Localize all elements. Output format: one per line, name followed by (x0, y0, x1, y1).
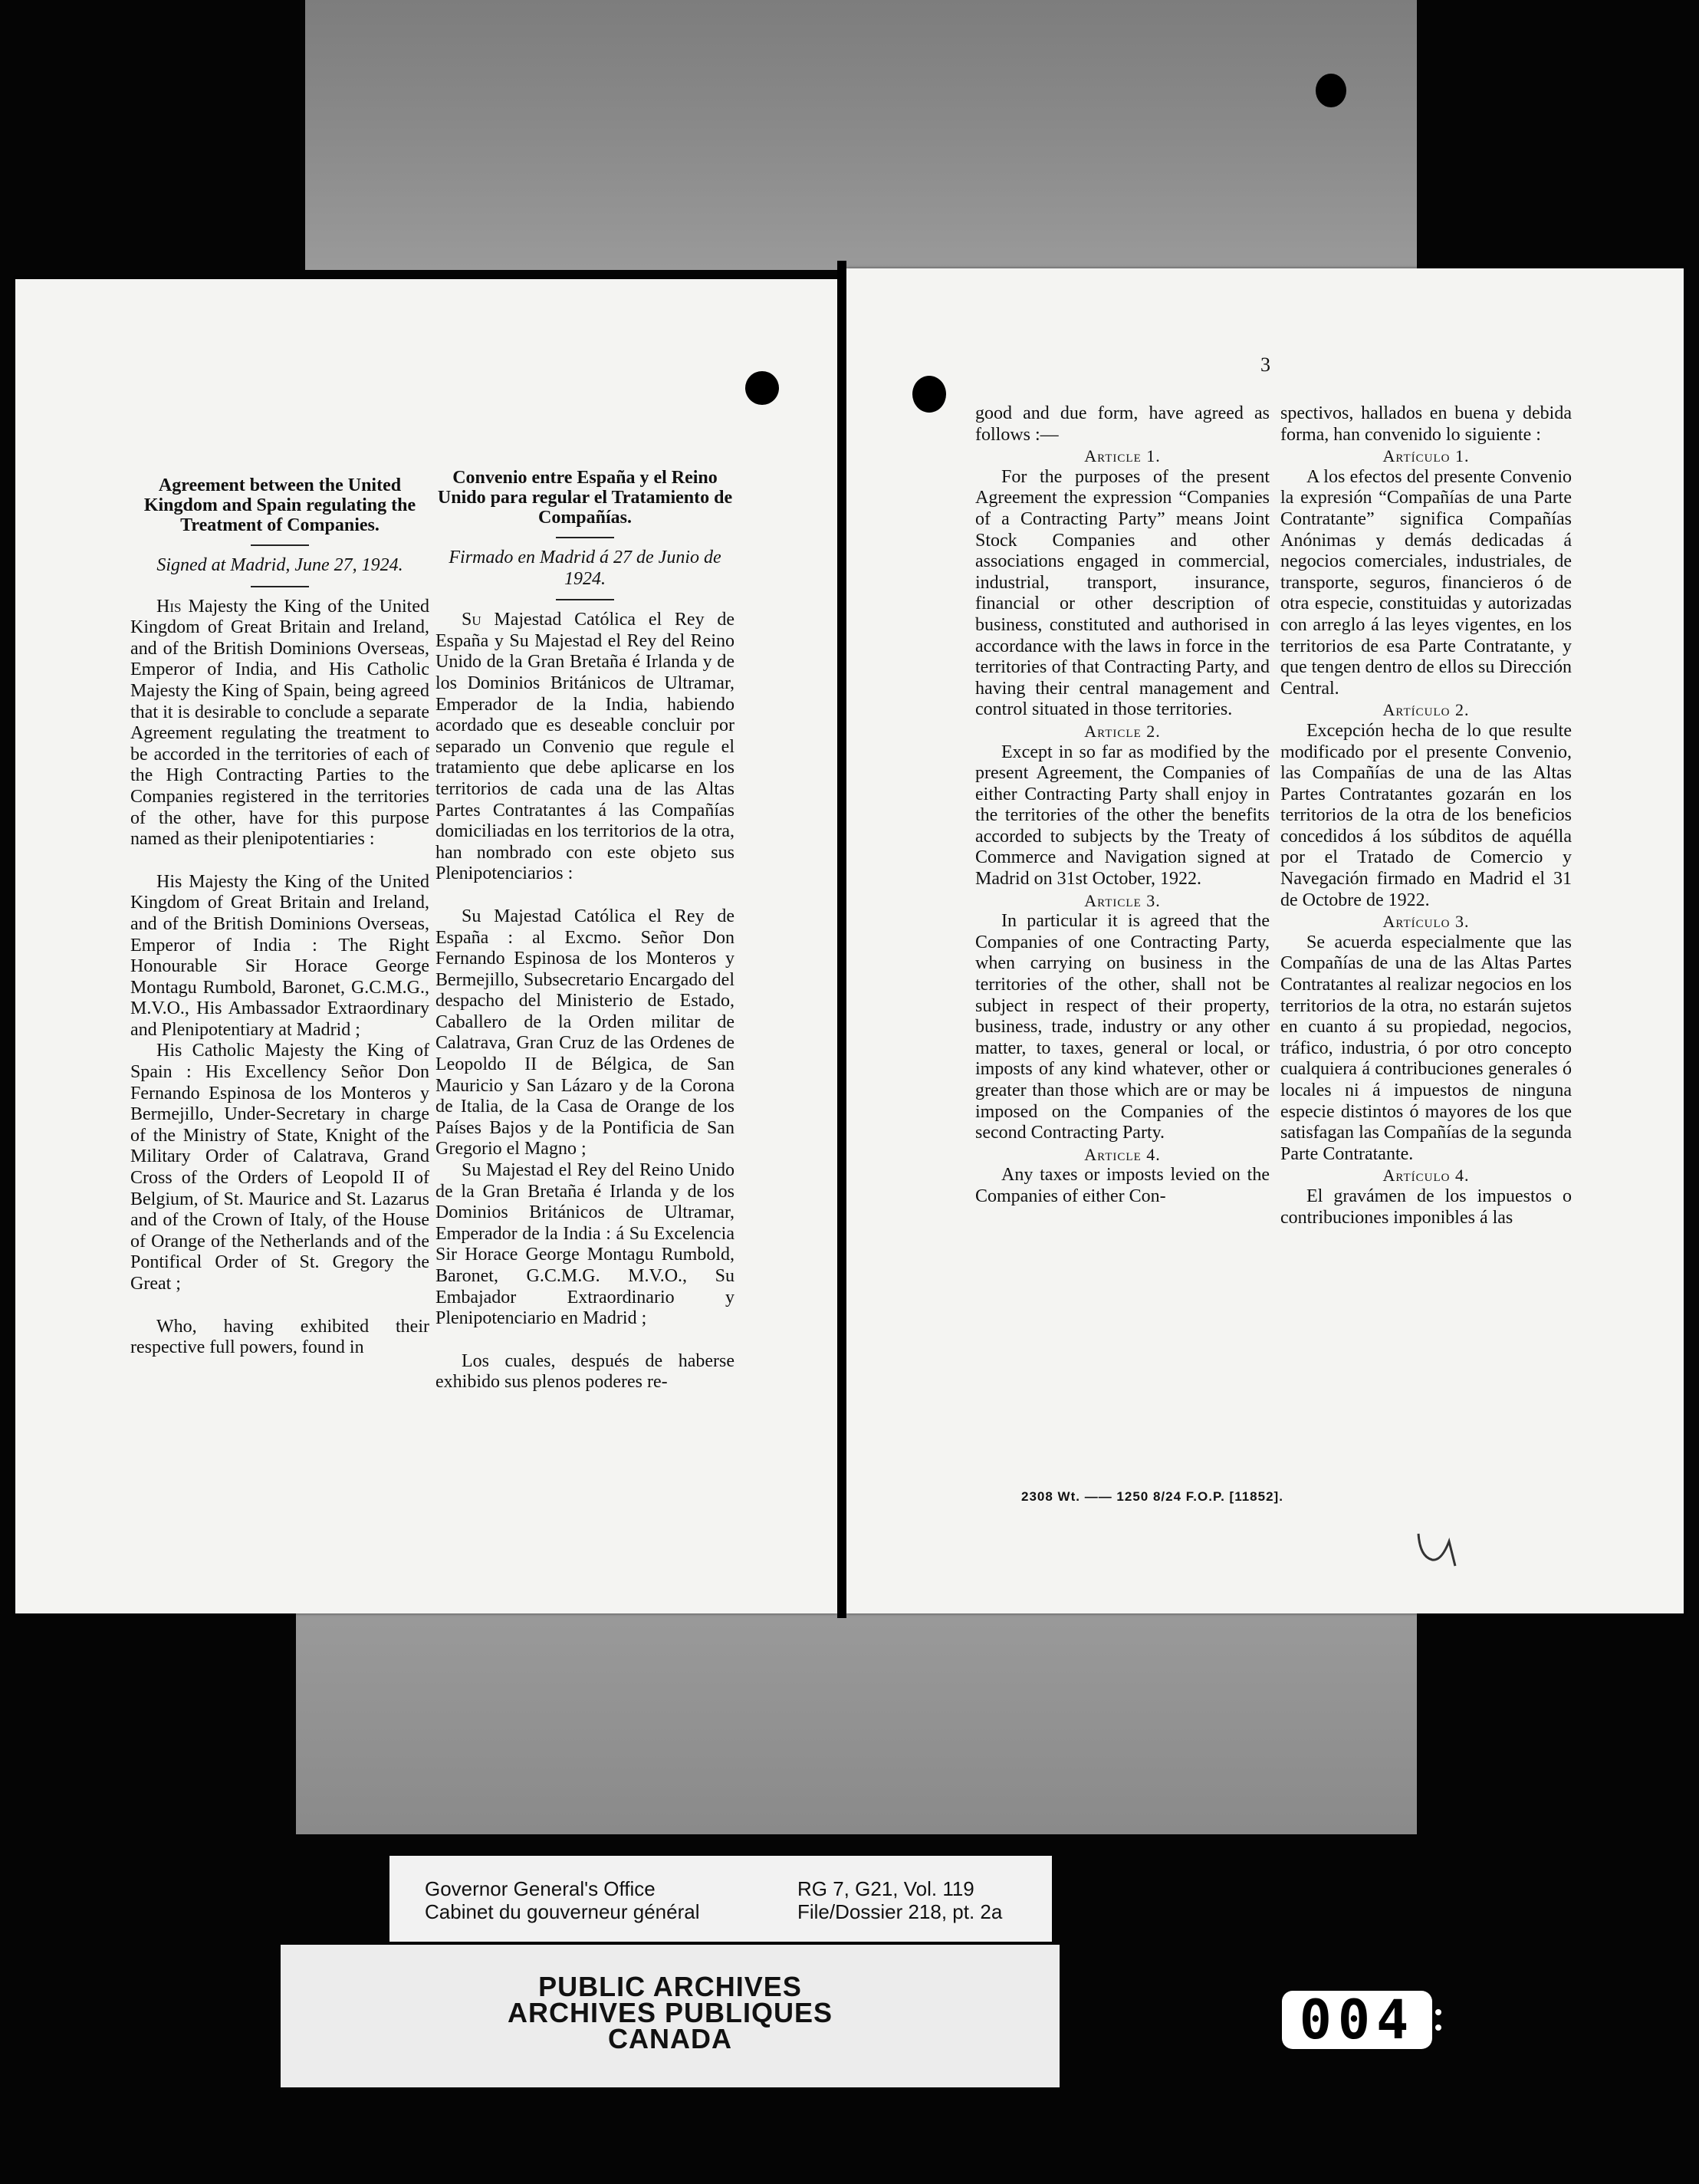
reference-numbers (797, 1877, 1002, 1923)
punch-hole (745, 371, 779, 405)
stamp-line-english: PUBLIC ARCHIVES (538, 1971, 802, 2002)
spanish-article-1: A los efectos del presente Convenio la expresión “Compañías de una Parte Contratante” significa Compañías Anónimas y demás dedicadas á negocios comerciales, industriales, de transporte, seguros, financieros ó de otra especie, constituidas y autorizadas con arreglo á las leyes vigentes, en los territorios de esa Parte Contratante, y que tengen dentro de ellos su Dirección Central. (1280, 466, 1572, 699)
english-title: Agreement between the United Kingdom and Spain regulating the Treatment of Companies. (143, 475, 416, 535)
backing-sheet-top (305, 0, 1417, 270)
archives-stamp (281, 1945, 1060, 2087)
right-page (846, 268, 1684, 1613)
book-spine (837, 261, 846, 1618)
english-article-1-heading: Article 1. (1084, 446, 1161, 466)
english-dateline: Signed at Madrid, June 27, 1924. (156, 555, 403, 575)
english-column (130, 475, 429, 1359)
spanish-title: Convenio entre España y el Reino Unido para regular el Tratamiento de Compañías. (437, 468, 733, 528)
english-article-4: Any taxes or imposts levied on the Companies of either Con- (975, 1165, 1270, 1206)
divider (251, 586, 309, 587)
stamp-line-french: ARCHIVES PUBLIQUES (507, 1997, 833, 2028)
english-article-4-heading: Article 4. (1084, 1144, 1161, 1164)
spanish-article-2: Excepción hecha de lo que resulte modificado por el presente Convenio, las Compañías de una de las Altas Partes Contratantes gozarán en los territorios de la otra de los beneficios concedidos á los súbditos de aquélla por el Tratado de Comercio y Navegación firmado en Madrid el 31 de Octobre de 1922. (1280, 720, 1572, 910)
punch-hole (912, 376, 946, 413)
office-names (425, 1877, 699, 1923)
english-column (975, 403, 1270, 1208)
spanish-continuation: spectivos, hallados en buena y debida forma, han convenido lo siguiente : (1280, 403, 1572, 445)
backing-sheet-bottom (296, 1607, 1417, 1834)
divider (556, 537, 614, 538)
spanish-dateline: Firmado en Madrid á 27 de Junio de 1924. (449, 548, 721, 589)
divider (556, 599, 614, 600)
office-french: Cabinet du gouverneur général (425, 1900, 700, 1923)
english-article-3: In particular it is agreed that the Companies of one Contracting Party, when carrying on business in the territories of the other, shall not be subject in respect of their property, business, trade, industry or any other matter, to taxes, general or local, or imposts of any kind whatever, other or greater than those which are or may be imposed on the Companies of the second Contracting Party. (975, 911, 1270, 1143)
english-plenipotentiary-uk: His Majesty the King of the United Kingdom of Great Britain and Ireland, and of the British Dominions Overseas, Emperor of India : The Right Honourable Sir Horace George Montagu Rumbold, Baronet, G.C.M.G., M.V.O., His Ambassador Extraordinary and Plenipotentiary at Madrid ; (130, 871, 429, 1040)
frame-number (1282, 1988, 1432, 2051)
divider (251, 544, 309, 546)
spanish-article-4-heading: Artículo 4. (1382, 1166, 1470, 1186)
spanish-article-2-heading: Artículo 2. (1382, 700, 1470, 720)
english-full-powers: Who, having exhibited their respective full powers, found in (130, 1316, 429, 1358)
frame-colon (1435, 2005, 1441, 2035)
english-continuation: good and due form, have agreed as follows :— (975, 403, 1270, 445)
english-plenipotentiary-spain: His Catholic Majesty the King of Spain : His Excellency Señor Don Fernando Espinosa de los Monteros y Bermejillo, Under-Secretary in charge of the Ministry of State, Knight of the Military Order of Calatrava, Grand Cross of the Orders of Leopold II of Belgium, of St. Maurice and St. Lazarus and of the Crown of Italy, of the House of Orange of the Netherlands and of the Pontifical Order of St. Gregory the Great ; (130, 1041, 429, 1294)
page-number: 3 (1260, 354, 1270, 376)
english-article-1: For the purposes of the present Agreement the expression “Companies of a Contracting Party” means Joint Stock Companies and other associations engaged in commercial, industrial, transport, insurance, financial or other description of business, constituted and authorised in accordance with the laws in force in the territories of that Contracting Party, and having their central management and control situated in those territories. (975, 466, 1270, 720)
spanish-preamble: Su Majestad Católica el Rey de España y Su Majestad el Rey del Reino Unido de la Gran Bretaña é Irlanda y de los Dominios Británicos de Ultramar, Emperador de la India, habiendo acordado que es deseable concluir por separado un Convenio que regule el tratamiento que debe aplicarse en los territorios de cada una de las Altas Partes Contratantes á las Compañías domiciliadas en los territorios de la otra, han nombrado con este objeto sus Plenipotenciarios : (435, 610, 734, 884)
spanish-full-powers: Los cuales, después de haberse exhibido sus plenos poderes re- (435, 1350, 734, 1393)
english-article-2-heading: Article 2. (1084, 721, 1161, 741)
spanish-article-3-heading: Artículo 3. (1382, 912, 1470, 932)
spanish-column (1280, 403, 1572, 1228)
stamp-line-country: CANADA (608, 2023, 732, 2054)
spanish-article-3: Se acuerda especialmente que las Compañías de una de las Altas Partes Contratantes al realizar negocios en los territorios de la otra, no estarán sujetos en cuanto á su propiedad, negocios, tráfico, industria, ó por otro concepto cualquiera á contribuciones generales ó locales ni á impuestos de ninguna especie distintos ó mayores de los que satisfagan las Compañías de la segunda Parte Contratante. (1280, 932, 1572, 1164)
pencil-mark (1415, 1526, 1469, 1572)
english-article-3-heading: Article 3. (1084, 890, 1161, 910)
reference-file: File/Dossier 218, pt. 2a (797, 1900, 1003, 1923)
spanish-column (435, 468, 734, 1393)
spanish-plenipotentiary-spain: Su Majestad Católica el Rey de España : al Excmo. Señor Don Fernando Espinosa de los Monteros y Bermejillo, Subsecretario Encargado del despacho del Ministerio de Estado, Caballero de la Orden militar de Calatrava, Gran Cruz de las Ordenes de Leopoldo II de Bélgica, de San Mauricio y San Lázaro y de la Corona de Italia, de la Casa de Orange de los Países Bajos y de la Pontificia de San Gregorio el Magno ; (435, 906, 734, 1159)
office-english: Governor General's Office (425, 1877, 656, 1900)
english-preamble: His Majesty the King of the United Kingdom of Great Britain and Ireland, and of the British Dominions Overseas, Emperor of India, and His Catholic Majesty the King of Spain, being agreed that it is desirable to conclude a separate Agreement regulating the treatment to be accorded in the territories of each of the High Contracting Parties to the Companies registered in the territories of the other, have for this purpose named as their plenipotentiaries : (130, 596, 429, 850)
left-page (15, 279, 837, 1613)
printer-imprint: 2308 Wt. —— 1250 8/24 F.O.P. [11852]. (1021, 1489, 1283, 1504)
reference-group: RG 7, G21, Vol. 119 (797, 1877, 974, 1900)
english-article-2: Except in so far as modified by the present Agreement, the Companies of either Contracting Party shall enjoy in the territories of the other the benefits accorded to subjects by the Treaty of Commerce and Navigation signed at Madrid on 31st October, 1922. (975, 742, 1270, 890)
punch-hole (1316, 74, 1346, 107)
spanish-article-1-heading: Artículo 1. (1382, 446, 1470, 466)
frame-number-text: 004 (1299, 1988, 1415, 2051)
spanish-article-4: El gravámen de los impuestos o contribuciones imponibles á las (1280, 1186, 1572, 1228)
archive-label (389, 1856, 1052, 1942)
spanish-plenipotentiary-uk: Su Majestad el Rey del Reino Unido de la Gran Bretaña é Irlanda y de los Dominios Británicos de Ultramar, Emperador de la India : á Su Excelencia Sir Horace George Montagu Rumbold, Baronet, G.C.M.G. M.V.O., Su Embajador Extraordinario y Plenipotenciario en Madrid ; (435, 1160, 734, 1329)
